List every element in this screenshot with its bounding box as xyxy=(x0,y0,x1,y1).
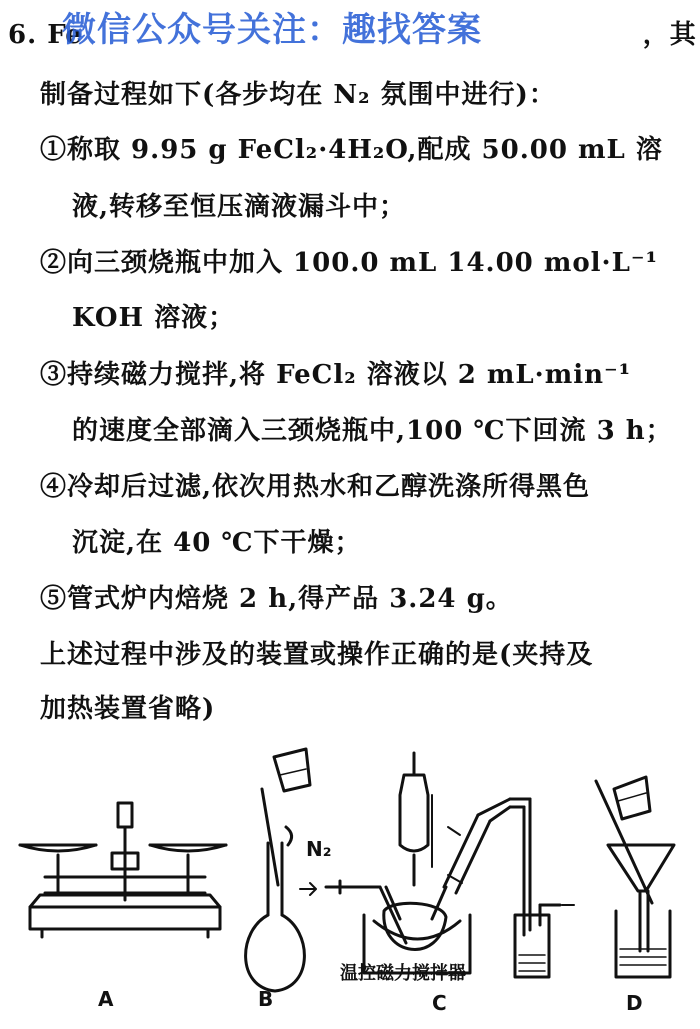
label-c: C xyxy=(432,991,447,1015)
question-number: 6. Fe xyxy=(8,20,83,50)
filtration-apparatus-d xyxy=(596,777,674,977)
balance-apparatus-a xyxy=(20,803,226,937)
step3-line1: ③持续磁力搅拌,将 FeCl₂ 溶液以 2 mL·min⁻¹ xyxy=(40,360,632,390)
step1-line1: ①称取 9.95 g FeCl₂·4H₂O,配成 50.00 mL 溶 xyxy=(40,135,663,165)
reflux-apparatus-c xyxy=(300,753,574,977)
volumetric-flask-apparatus-b xyxy=(246,749,310,991)
step3-line2: 的速度全部滴入三颈烧瓶中,100 ℃下回流 3 h； xyxy=(72,416,673,446)
step4-line1: ④冷却后过滤,依次用热水和乙醇洗涤所得黑色 xyxy=(40,472,591,502)
watermark-text: 微信公众号关注：趣找答案 xyxy=(62,10,482,50)
ask-line1: 上述过程中涉及的装置或操作正确的是(夹持及 xyxy=(40,640,594,670)
step5-line: ⑤管式炉内焙烧 2 h,得产品 3.24 g。 xyxy=(40,584,513,614)
stem-line1-end: ，其 xyxy=(642,20,697,50)
ask-line2: 加热装置省略) xyxy=(40,694,216,724)
label-b: B xyxy=(258,987,274,1011)
step1-line2: 液,转移至恒压滴液漏斗中； xyxy=(72,192,407,222)
step2-line1: ②向三颈烧瓶中加入 100.0 mL 14.00 mol·L⁻¹ xyxy=(40,248,659,278)
label-a: A xyxy=(98,987,114,1011)
stem-line2: 制备过程如下(各步均在 N₂ 氛围中进行)： xyxy=(40,80,556,110)
stirrer-label: 温控磁力搅拌器 xyxy=(340,963,466,984)
label-d: D xyxy=(626,991,643,1015)
apparatus-figure xyxy=(0,735,700,1025)
n2-label: N₂ xyxy=(306,837,332,861)
step4-line2: 沉淀,在 40 ℃下干燥； xyxy=(72,528,362,558)
step2-line2: KOH 溶液； xyxy=(72,303,236,333)
